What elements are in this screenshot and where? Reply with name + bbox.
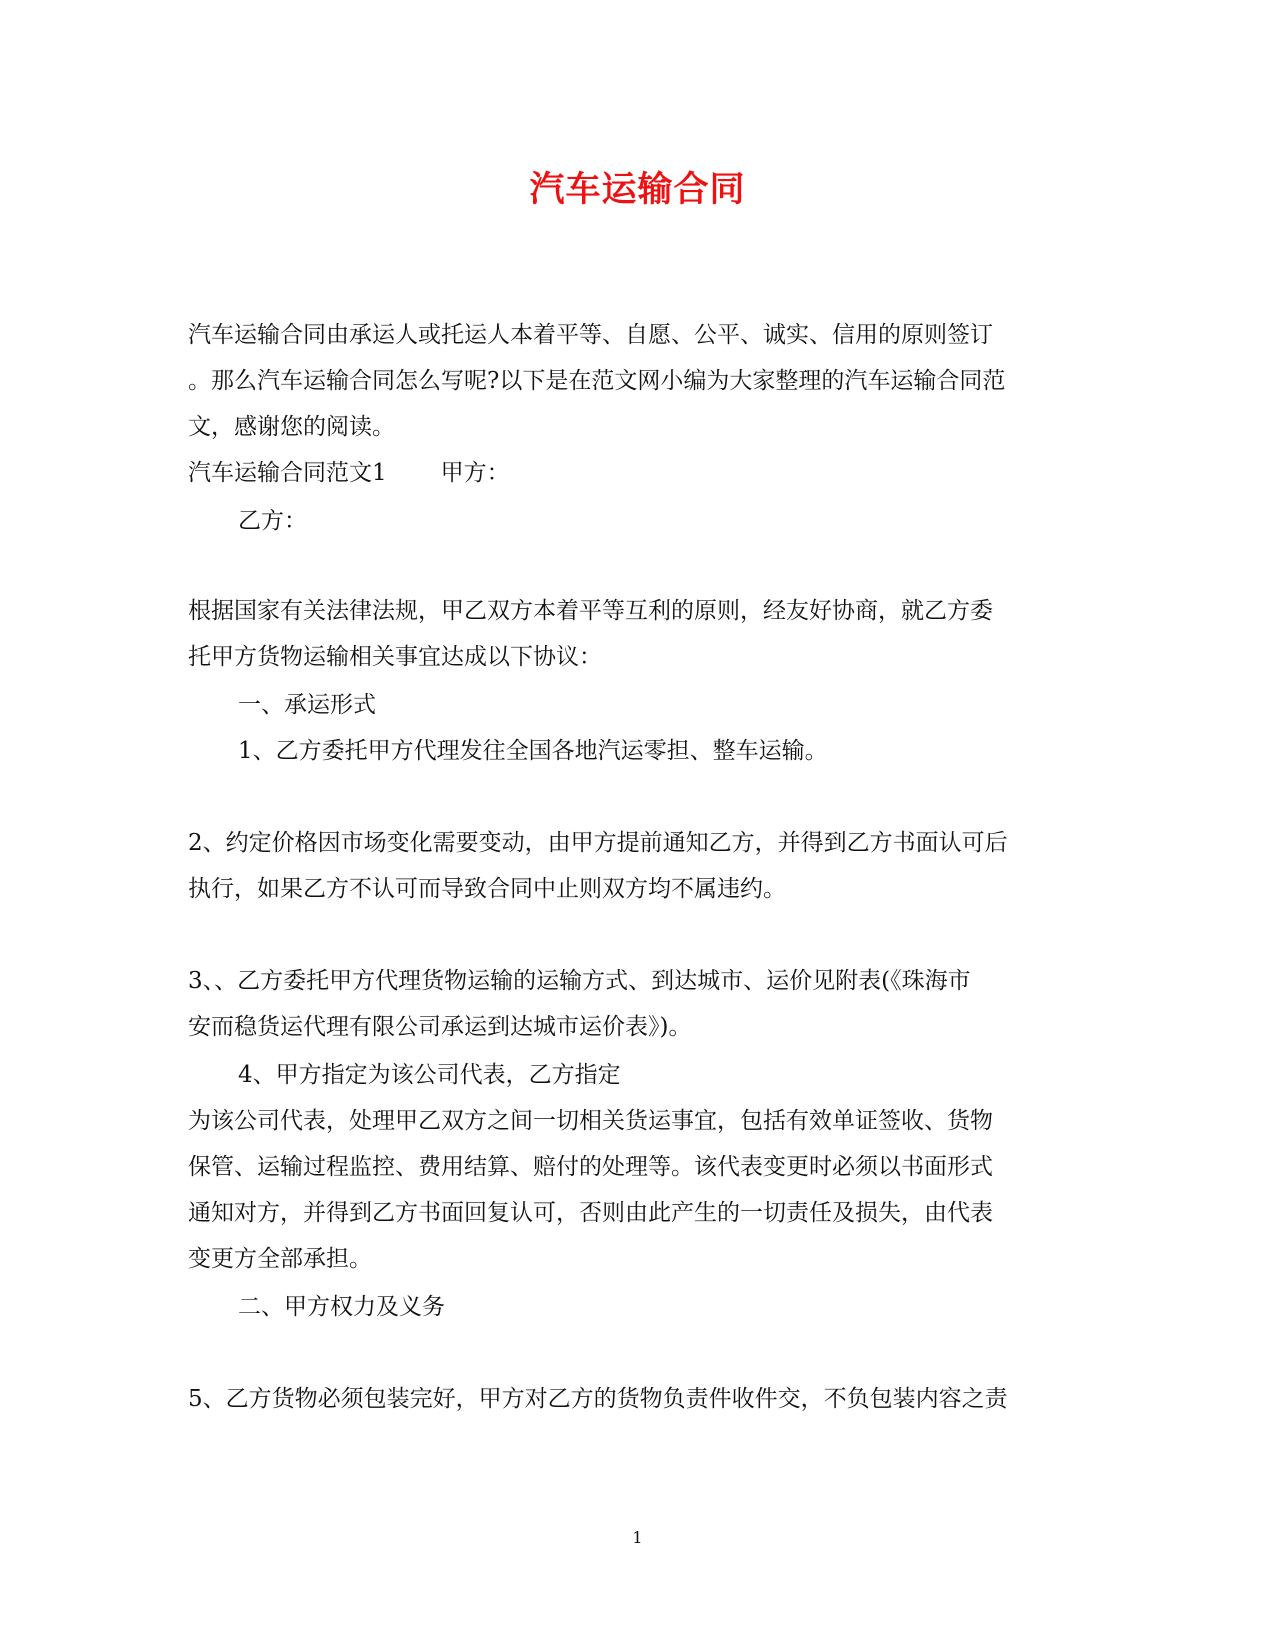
clause-3-line-2: 安而稳货运代理有限公司承运到达城市运价表》)。: [188, 1014, 692, 1040]
intro-line-2: 。那么汽车运输合同怎么写呢?以下是在范文网小编为大家整理的汽车运输合同范: [188, 368, 1006, 394]
document-title: 汽车运输合同: [529, 169, 746, 210]
clause-3-line-1: 3、、乙方委托甲方代理货物运输的运输方式、到达城市、运价见附表(《珠海市: [188, 968, 971, 994]
clause-4-line-2: 为该公司代表，处理甲乙双方之间一切相关货运事宜，包括有效单证签收、货物: [188, 1108, 993, 1134]
clause-1: 1、乙方委托甲方代理发往全国各地汽运零担、整车运输。: [238, 738, 828, 764]
section-1-heading: 一、承运形式: [238, 692, 376, 718]
intro-line-3: 文，感谢您的阅读。: [188, 414, 395, 440]
clause-4-line-5: 变更方全部承担。: [188, 1246, 372, 1272]
intro-line-1: 汽车运输合同由承运人或托运人本着平等、自愿、公平、诚实、信用的原则签订: [188, 322, 993, 348]
clause-4-first-line: 4、甲方指定为该公司代表，乙方指定: [238, 1062, 621, 1088]
sample-heading: 汽车运输合同范文1: [188, 460, 387, 486]
clause-5-line-1: 5、乙方货物必须包装完好，甲方对乙方的货物负责件收件交，不负包装内容之责: [188, 1386, 1008, 1412]
clause-2-line-2: 执行，如果乙方不认可而导致合同中止则双方均不属违约。: [188, 876, 786, 902]
preamble-line-2: 托甲方货物运输相关事宜达成以下协议：: [188, 644, 602, 670]
party-b-label: 乙方：: [238, 508, 307, 534]
clause-2-line-1: 2、约定价格因市场变化需要变动，由甲方提前通知乙方，并得到乙方书面认可后: [188, 830, 1008, 856]
sample-heading-row: [188, 458, 510, 488]
page-number: 1: [632, 1528, 643, 1547]
clause-4-line-4: 通知对方，并得到乙方书面回复认可，否则由此产生的一切责任及损失，由代表: [188, 1200, 993, 1226]
clause-4-line-3: 保管、运输过程监控、费用结算、赔付的处理等。该代表变更时必须以书面形式: [188, 1154, 993, 1180]
section-2-heading: 二、甲方权力及义务: [238, 1294, 445, 1320]
preamble-line-1: 根据国家有关法律法规，甲乙双方本着平等互利的原则，经友好协商，就乙方委: [188, 598, 993, 624]
party-a-label: 甲方：: [440, 460, 510, 486]
